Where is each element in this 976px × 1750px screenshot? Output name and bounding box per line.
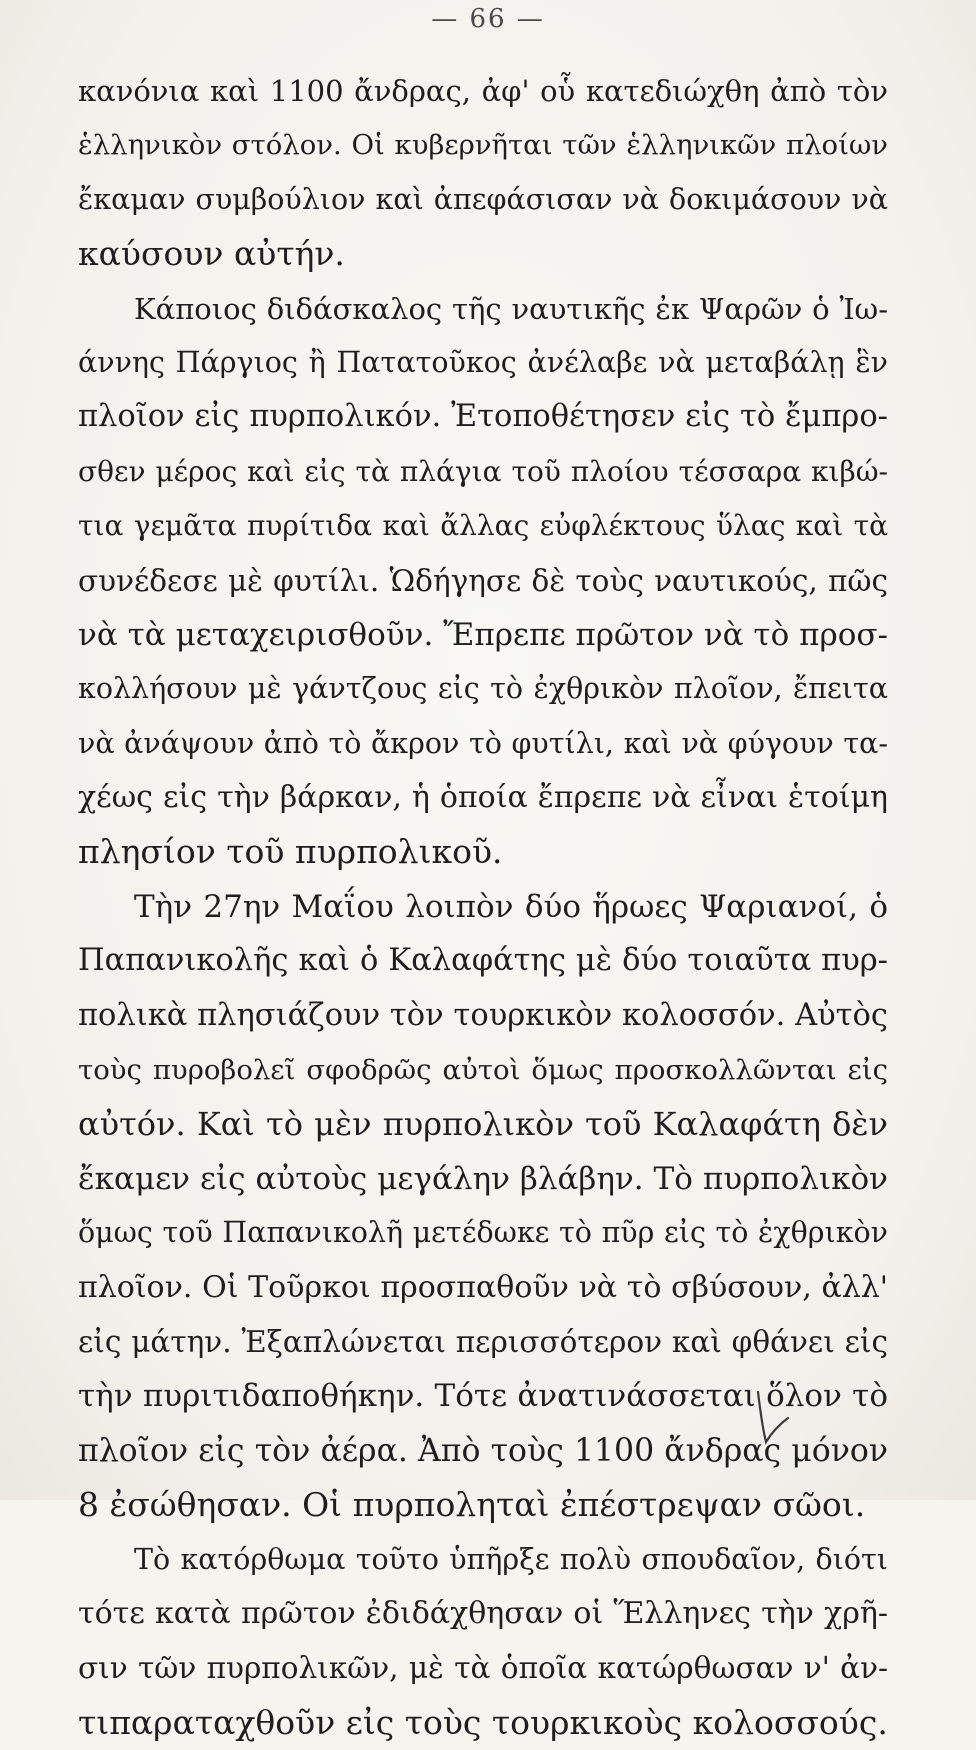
text-line: σιν τῶν πυρπολικῶν, μὲ τὰ ὁποῖα κατώρθωσαν ν' ἀν- [78, 1651, 888, 1686]
pencil-check-mark [752, 1388, 792, 1448]
text-line: εἰς μάτην. Ἐξαπλώνεται περισσότερον καὶ φθάνει εἰς [78, 1324, 888, 1359]
text-line: Κάποιος διδάσκαλος τῆς ναυτικῆς ἐκ Ψαρῶν ὁ Ἰω- [134, 291, 888, 326]
text-line: πλοῖον εἰς πυρπολικόν. Ἐτοποθέτησεν εἰς τὸ ἔμπρο- [78, 399, 888, 435]
text-line: τὴν πυριτιδαποθήκην. Τότε ἀνατινάσσεται ὅλον τὸ [78, 1378, 888, 1415]
text-line: Παπανικολῆς καὶ ὁ Καλαφάτης μὲ δύο τοιαῦτα πυρ- [78, 943, 888, 979]
text-line: καύσουν αὐτήν. [78, 234, 345, 274]
text-line: τιπαραταχθοῦν εἰς τοὺς τουρκικοὺς κολοσσούς. [78, 1702, 888, 1742]
text-line: τότε κατὰ πρῶτον ἐδιδάχθησαν οἱ Ἕλληνες τὴν χρῆ- [78, 1595, 888, 1631]
text-line: τια γεμᾶτα πυρίτιδα καὶ ἄλλας εὐφλέκτους ὕλας καὶ τὰ [78, 509, 888, 543]
text-line: νὰ ἀνάψουν ἀπὸ τὸ ἄκρον τὸ φυτίλι, καὶ νὰ φύγουν τα- [78, 726, 888, 760]
text-line: χέως εἰς τὴν βάρκαν, ἡ ὁποία ἔπρεπε νὰ εἶναι ἑτοίμη [78, 780, 888, 816]
page-number: — 66 — [431, 4, 545, 34]
text-line: ἔκαμεν εἰς αὐτοὺς μεγάλην βλάβην. Τὸ πυρπολικὸν [78, 1160, 888, 1197]
text-line: άννης Πάργιος ἢ Πατατοῦκος ἀνέλαβε νὰ μεταβάλῃ ἓν [78, 345, 888, 379]
text-line: 8 ἐσώθησαν. Οἱ πυρποληταὶ ἐπέστρεψαν σῶοι. [78, 1485, 866, 1525]
text-line: σθεν μέρος καὶ εἰς τὰ πλάγια τοῦ πλοίου τέσσαρα κιβώ- [78, 454, 888, 488]
text-line: πολικὰ πλησιάζουν τὸν τουρκικὸν κολοσσόν. Αὐτὸς [78, 997, 888, 1033]
text-line: νὰ τὰ μεταχειρισθοῦν. Ἔπρεπε πρῶτον νὰ τὸ προσ- [78, 616, 888, 653]
text-line: πλησίον τοῦ πυρπολικοῦ. [78, 832, 503, 872]
text-line: αὐτόν. Καὶ τὸ μὲν πυρπολικὸν τοῦ Καλαφάτη δὲν [78, 1105, 888, 1144]
text-line: ἑλληνικὸν στόλον. Οἱ κυβερνῆται τῶν ἑλληνικῶν πλοίων [78, 129, 888, 162]
text-line: κανόνια καὶ 1100 ἄνδρας, ἀφ' οὗ κατεδιώχθη ἀπὸ τὸν [78, 74, 888, 108]
text-line: πλοῖον. Οἱ Τοῦρκοι προσπαθοῦν νὰ τὸ σβύσουν, ἀλλ' [78, 1269, 888, 1305]
text-line: ὅμως τοῦ Παπανικολῆ μετέδωκε τὸ πῦρ εἰς τὸ ἐχθρικὸν [78, 1216, 888, 1250]
text-line: Τὴν 27ην Μαΐου λοιπὸν δύο ἥρωες Ψαριανοί, ὁ [134, 888, 888, 925]
text-line: τοὺς πυροβολεῖ σφοδρῶς αὐτοὶ ὅμως προσκολλῶνται εἰς [78, 1054, 888, 1087]
text-line: κολλήσουν μὲ γάντζους εἰς τὸ ἐχθρικὸν πλοῖον, ἔπειτα [78, 672, 888, 706]
body-text [78, 64, 888, 1750]
text-line: ἔκαμαν συμβούλιον καὶ ἀπεφάσισαν νὰ δοκιμάσουν νὰ [78, 182, 888, 216]
text-line: συνέδεσε μὲ φυτίλι. Ὡδήγησε δὲ τοὺς ναυτικούς, πῶς [78, 563, 888, 598]
text-line: Τὸ κατόρθωμα τοῦτο ὑπῆρξε πολὺ σπουδαῖον, διότι [134, 1542, 888, 1576]
text-line: πλοῖον εἰς τὸν ἀέρα. Ἀπὸ τοὺς 1100 ἄνδρας μόνον [78, 1432, 888, 1469]
